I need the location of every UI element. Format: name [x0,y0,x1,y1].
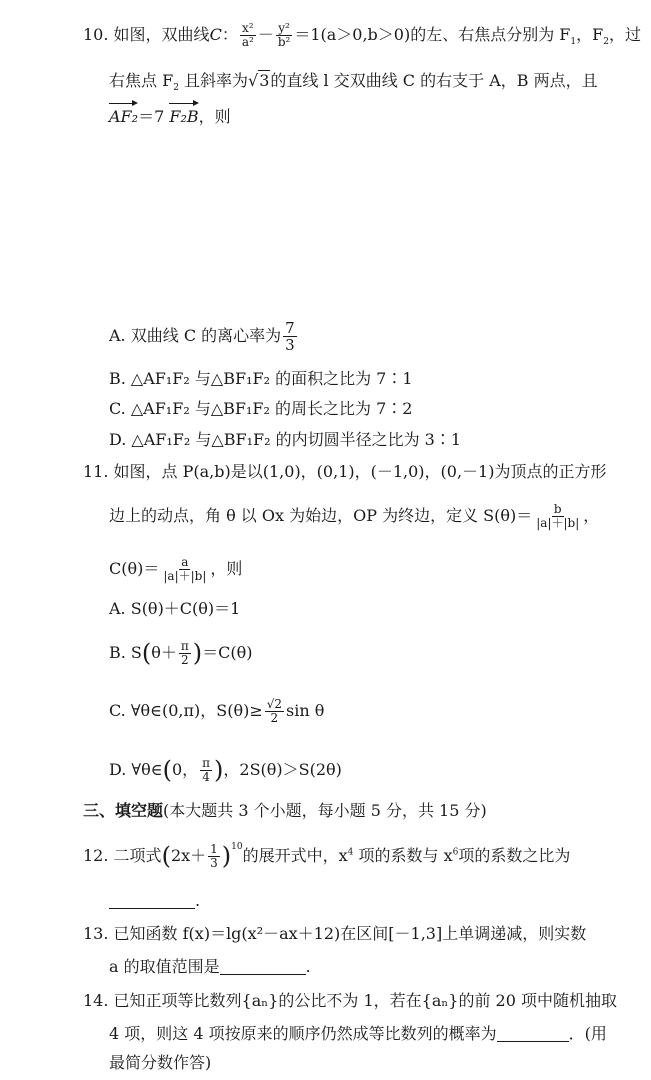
sqrt-sign: √ [248,71,259,90]
q10-text: ，则 [198,107,231,126]
q13-text: a 的取值范围是 [109,957,220,976]
q11-text: 边上的动点，角 θ 以 Ox 为始边，OP 为终边，定义 S(θ)＝ [109,506,533,525]
q13-line2 [109,956,311,978]
option-text: 0， [171,760,199,779]
option-text: A. 双曲线 C 的离心率为 [109,326,282,345]
q13-number: 13. [83,924,109,943]
frac-den: b² [277,35,291,49]
q10-text: ＝1(a＞0,b＞0)的左、右焦点分别为 F [294,25,571,44]
exponent: 6 [452,847,459,858]
paren: ( [162,756,172,784]
q10-option-d: D. △AF₁F₂ 与△BF₁F₂ 的内切圆半径之比为 3∶1 [109,430,462,449]
q14-text: 已知正项等比数列{aₙ}的公比不为 1，若在{aₙ}的前 20 项中随机抽取 [113,991,617,1010]
q10-text: ，过 [608,25,641,44]
q10-text: ，F [576,25,604,44]
s-theta-fraction [534,503,581,530]
frac-num: π [180,639,189,653]
paren: ) [221,842,232,870]
q11-line3 [109,556,242,583]
q14-line3: 最简分数作答) [109,1053,212,1072]
q10-option-b: B. △AF₁F₂ 与△BF₁F₂ 的面积之比为 7∶1 [109,369,413,388]
frac-den: |a|＋|b| [163,569,207,583]
q10-sub: 1 [570,37,577,48]
q10-text: ： [221,25,238,44]
q11-option-b [109,640,253,667]
option-text: C. ∀θ∈(0,π)，S(θ)≥ [109,701,263,720]
q14-text: 4 项，则这 4 项按原来的顺序仍然成等比数列的概率为 [109,1024,497,1043]
sqrt-radicand: 3 [259,71,270,90]
option-text: B. S [109,643,142,662]
q14-number: 14. [83,991,109,1010]
q11-option-c [109,698,324,725]
exponent: 10 [231,842,243,852]
frac-den: 3 [210,856,218,870]
exponent: 4 [347,847,354,858]
frac-den: 2 [270,711,279,725]
q10-line2 [109,70,598,92]
frac-num: y² [278,21,290,35]
q12-text: 2x＋ [170,846,207,865]
q10-sub: 2 [173,83,179,94]
frac-den: a² [241,35,254,49]
q12-text: 项的系数之比为 [458,846,571,865]
q11-line2 [109,503,599,530]
frac-num: a [181,555,189,569]
q10-var: C [209,25,222,44]
q14-line2 [109,1023,607,1045]
frac-num: x² [242,21,254,35]
q13-text: . [305,957,311,976]
section-title: 三、填空题 [83,801,164,820]
frac-den: 3 [285,336,295,354]
q10-text: － [257,25,274,44]
q11-option-a: A. S(θ)＋C(θ)＝1 [109,599,241,618]
option-text: θ＋ [151,643,177,662]
option-c-fraction [265,698,284,725]
q14-line1 [83,990,617,1012]
option-text: ＝C(θ) [202,643,253,662]
frac-den: |a|＋|b| [536,516,580,530]
q13-line1 [83,923,586,945]
q11-text: C(θ)＝ [109,559,160,578]
q14-text: ．(用 [568,1024,607,1043]
q10-fraction-x [240,22,256,49]
vector-f2b: F₂B [169,107,199,126]
vector-af2: AF₂ [109,107,139,126]
q10-text: 的直线 l 交双曲线 C 的右支于 A，B 两点，且 [270,71,598,90]
answer-blank[interactable] [497,1025,569,1042]
q10-text: 如图，双曲线 [113,25,210,44]
paren: ) [192,639,203,667]
q10-fraction-y [276,22,293,49]
q12-text: . [195,891,201,910]
c-theta-fraction [161,556,208,583]
q10-number: 10. [83,25,109,44]
q12-line2 [109,890,200,912]
section-heading [83,800,487,822]
q11-text: ，则 [210,559,243,578]
q13-text: 已知函数 f(x)＝lg(x²－ax＋12)在区间[－1,3]上单调递减，则实数 [113,924,587,943]
q11-number: 11. [83,462,109,481]
q10-sub: 2 [603,37,609,48]
answer-blank[interactable] [109,892,195,909]
q12-number: 12. [83,846,109,865]
q11-line1 [83,461,606,483]
option-text: ，2S(θ)＞S(2θ) [223,760,342,779]
q10-line1 [83,22,641,49]
option-b-fraction [179,640,191,667]
option-d-fraction [200,757,212,784]
option-text: sin θ [286,701,325,720]
q10-line3 [109,106,231,128]
q12-text: 二项式 [113,846,162,865]
q10-option-c: C. △AF₁F₂ 与△BF₁F₂ 的周长之比为 7∶2 [109,399,413,418]
paren: ) [214,756,224,784]
q12-fraction [208,843,220,870]
frac-den: 2 [181,653,189,667]
frac-num: 1 [210,842,218,856]
option-text: D. ∀θ∈ [109,760,163,779]
q10-text: ＝7 [138,107,165,126]
frac-num: 7 [285,319,295,337]
q11-text: ， [583,506,600,525]
answer-blank[interactable] [220,958,306,975]
q10-option-a [109,320,299,353]
q12-line1 [83,843,570,870]
q10-text: 右焦点 F [109,71,174,90]
frac-num: b [553,502,562,516]
frac-num: π [202,756,211,770]
paren: ( [141,639,152,667]
frac-num: √2 [266,697,283,711]
q11-option-d [109,757,342,784]
section-note: (本大题共 3 个小题，每小题 5 分，共 15 分) [163,801,487,820]
frac-den: 4 [202,770,210,784]
q12-text: 的展开式中，x [242,846,348,865]
paren: ( [161,842,171,870]
option-a-fraction [283,320,297,353]
q12-text: 项的系数与 x [353,846,453,865]
q11-text: 如图，点 P(a,b)是以(1,0)，(0,1)，(－1,0)，(0,－1)为顶点的正方形 [113,462,607,481]
q10-text: 且斜率为 [178,71,249,90]
